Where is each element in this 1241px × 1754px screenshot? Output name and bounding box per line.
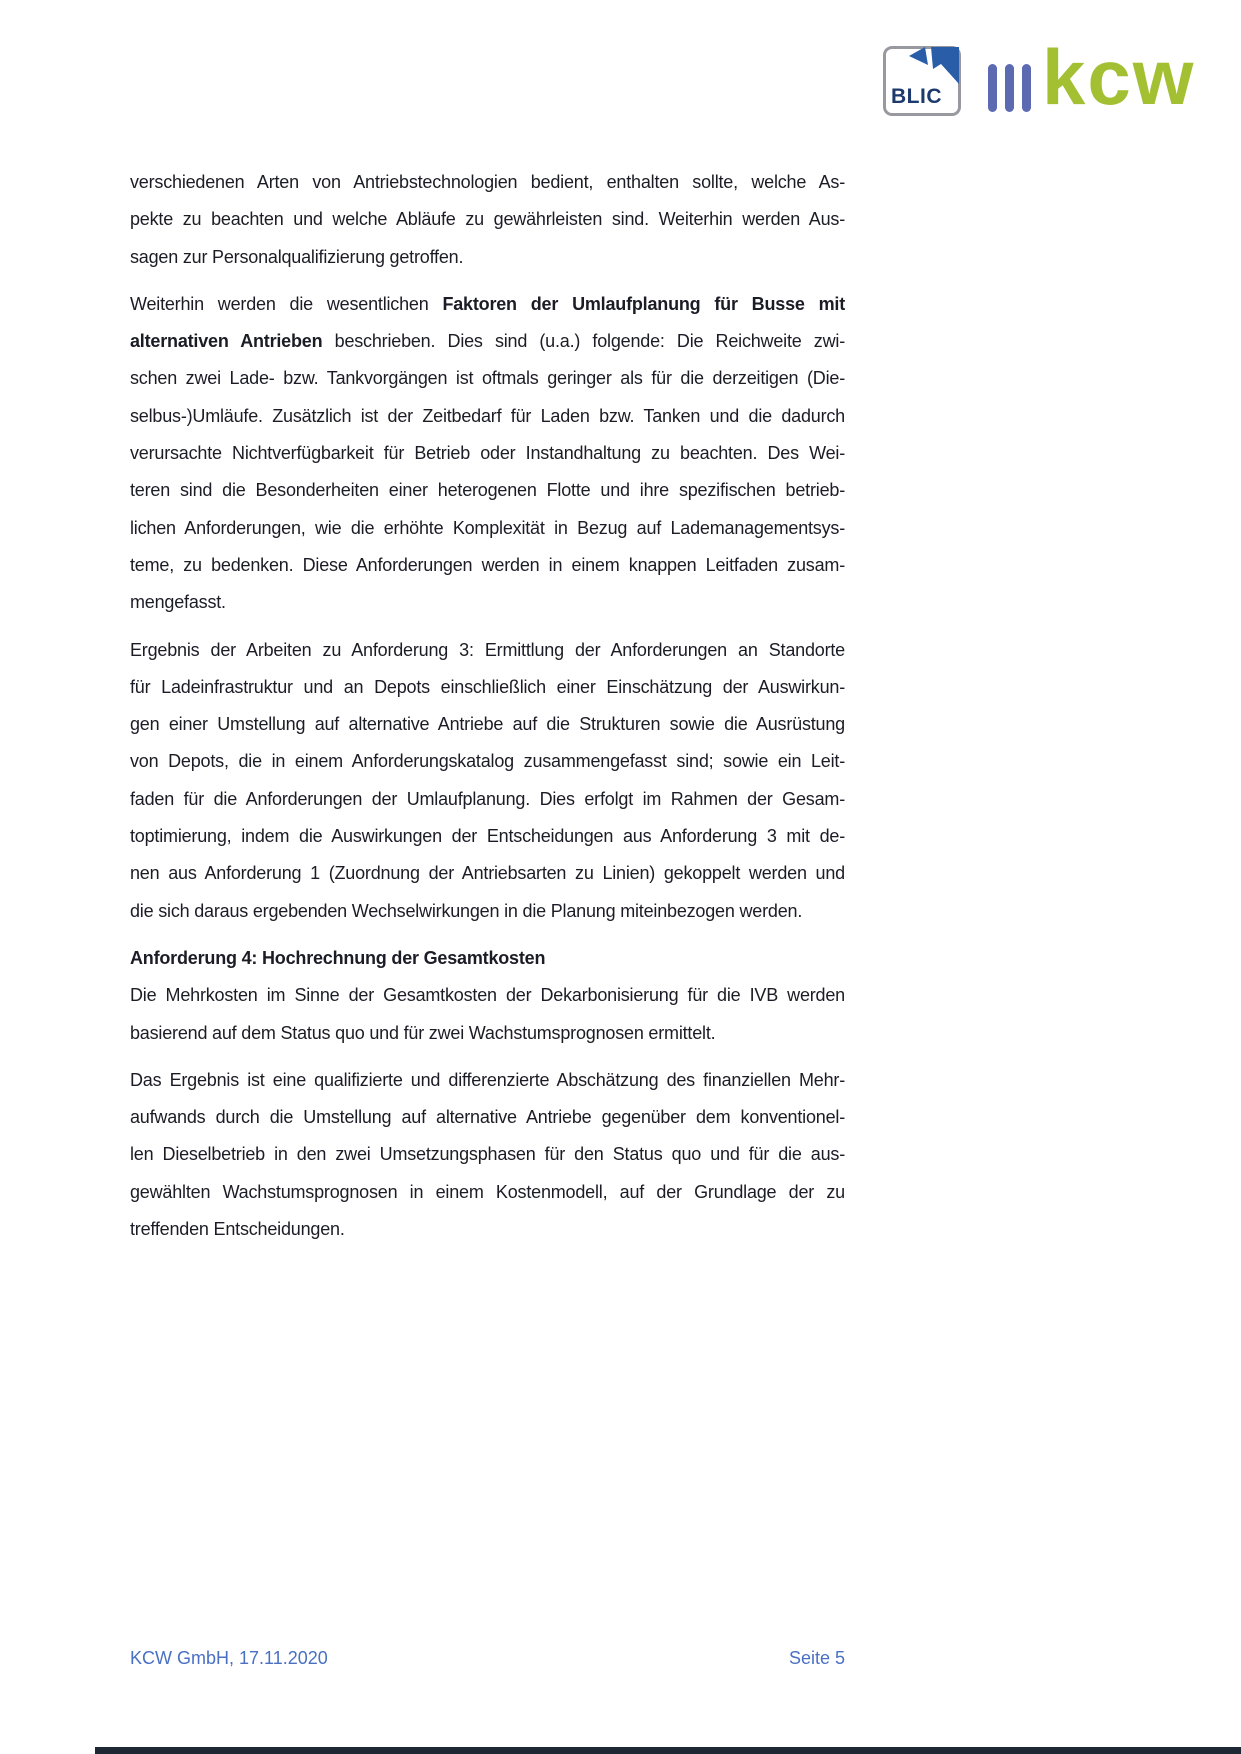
text-line: Das Ergebnis ist eine qualifizierte und differenzierte Abschätzung des finanziellen Mehr-: [130, 1069, 845, 1090]
text-line: gewählten Wachstumsprognosen in einem Kostenmodell, auf der Grundlage der zu: [130, 1181, 845, 1202]
footer-page-number: Seite 5: [788, 1648, 845, 1668]
text-line: selbus-)Umläufe. Zusätzlich ist der Zeitbedarf für Laden bzw. Tanken und die dadurch: [130, 405, 845, 426]
text-line: lichen Anforderungen, wie die erhöhte Komplexität in Bezug auf Lademanagementsys-: [130, 517, 845, 538]
text-line: teren sind die Besonderheiten einer heterogenen Flotte und ihre spezifischen betrieb-: [130, 480, 845, 501]
kcw-bar: [1022, 64, 1031, 112]
text-line: die sich daraus ergebenden Wechselwirkungen in die Planung miteinbezogen werden.: [130, 900, 803, 921]
paragraph: [130, 632, 845, 930]
text-line: teme, zu bedenken. Diese Anforderungen werden in einem knappen Leitfaden zusam-: [130, 554, 845, 575]
text-line: Weiterhin werden die wesentlichen Faktoren der Umlaufplanung für Busse mit: [130, 293, 845, 314]
text-line: toptimierung, indem die Auswirkungen der Entscheidungen aus Anforderung 3 mit de-: [130, 826, 845, 847]
text-line: für Ladeinfrastruktur und an Depots einschließlich einer Einschätzung der Auswirkun-: [130, 676, 845, 697]
kcw-bar: [988, 64, 997, 112]
text-line: alternativen Antrieben beschrieben. Dies sind (u.a.) folgende: Die Reichweite zwi-: [130, 331, 845, 352]
text-line: pekte zu beachten und welche Abläufe zu gewährleisten sind. Weiterhin werden Aus-: [130, 209, 845, 230]
text-line: len Dieselbetrieb in den zwei Umsetzungsphasen für den Status quo und für die aus-: [130, 1144, 845, 1165]
kcw-bars-icon: [988, 64, 1031, 112]
paragraph: [130, 164, 845, 276]
text-line: aufwands durch die Umstellung auf alternative Antriebe gegenüber dem konventionel-: [130, 1107, 845, 1128]
paragraph: [130, 286, 845, 622]
blic-logo-text: BLIC: [891, 85, 942, 108]
paragraph: [130, 1062, 845, 1248]
text-line: mengefasst.: [130, 592, 226, 613]
text-line: verursachte Nichtverfügbarkeit für Betrieb oder Instandhaltung zu beachten. Des Wei-: [130, 443, 845, 464]
text-line: sagen zur Personalqualifizierung getroffen.: [130, 246, 464, 267]
text-line: Die Mehrkosten im Sinne der Gesamtkosten der Dekarbonisierung für die IVB werden: [130, 985, 845, 1006]
section-heading: [130, 940, 845, 977]
footer-company-date: KCW GmbH, 17.11.2020: [130, 1648, 328, 1668]
kcw-logo-text: kcw: [1042, 33, 1196, 121]
text-line: schen zwei Lade- bzw. Tankvorgängen ist oftmals geringer als für die derzeitigen (Die-: [130, 368, 845, 389]
text-line: faden für die Anforderungen der Umlaufplanung. Dies erfolgt im Rahmen der Gesam-: [130, 788, 845, 809]
text-line: verschiedenen Arten von Antriebstechnologien bedient, enthalten sollte, welche As-: [130, 172, 845, 192]
paragraph: [130, 977, 845, 1052]
text-line: von Depots, die in einem Anforderungskatalog zusammengefasst sind; sowie ein Leit-: [130, 751, 845, 772]
text-line: nen aus Anforderung 1 (Zuordnung der Antriebsarten zu Linien) gekoppelt werden und: [130, 863, 845, 884]
text-line: Ergebnis der Arbeiten zu Anforderung 3: Ermittlung der Anforderungen an Standorte: [130, 639, 845, 660]
text-line: Anforderung 4: Hochrechnung der Gesamtkosten: [130, 947, 546, 968]
text-line: treffenden Entscheidungen.: [130, 1219, 345, 1240]
bottom-edge-bar: [95, 1747, 1241, 1754]
page-footer: [130, 1648, 845, 1669]
text-line: gen einer Umstellung auf alternative Antriebe auf die Strukturen sowie die Ausrüstung: [130, 714, 845, 735]
text-line: basierend auf dem Status quo und für zwei Wachstumsprognosen ermittelt.: [130, 1022, 716, 1043]
document-body: [130, 164, 845, 1258]
page-header: [0, 0, 1241, 130]
blic-logo: [883, 46, 961, 116]
kcw-bar: [1005, 64, 1014, 112]
